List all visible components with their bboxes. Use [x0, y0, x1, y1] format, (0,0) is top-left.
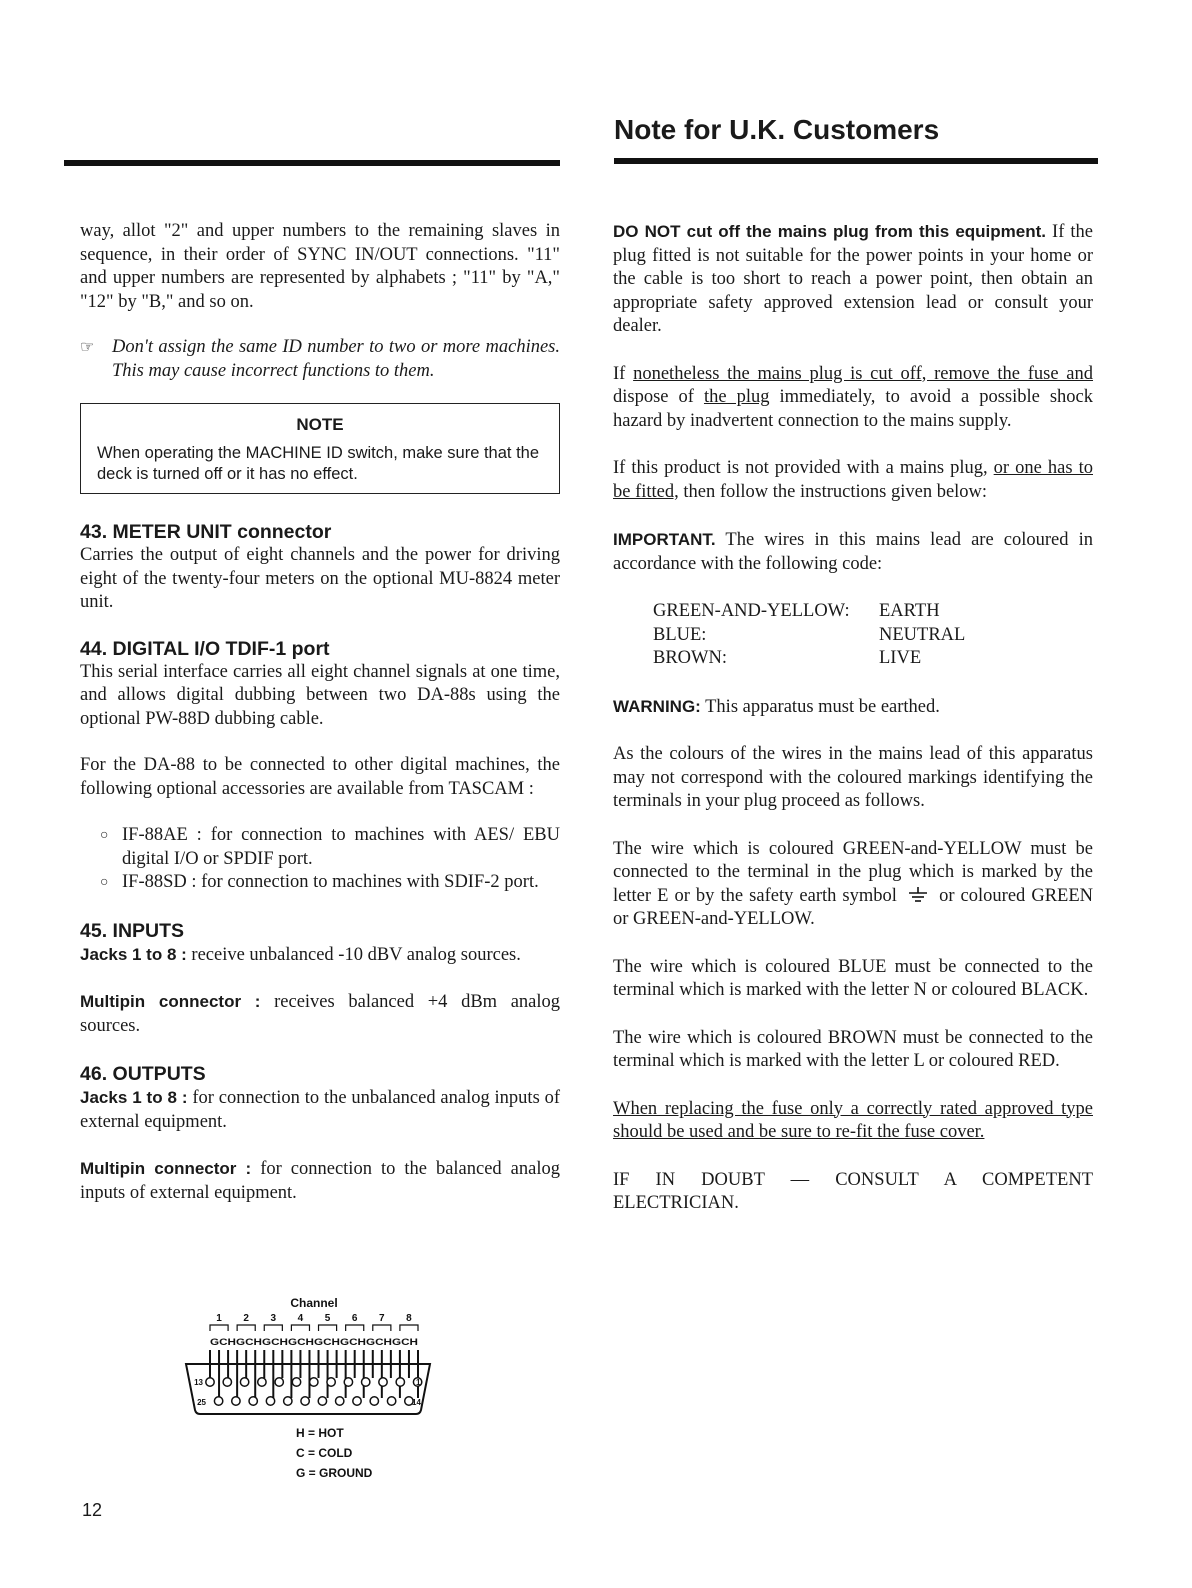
- warning-text: This apparatus must be earthed.: [705, 696, 940, 717]
- jacks-label: Jacks 1 to 8 :: [80, 944, 187, 964]
- pin-25-label: 25: [197, 1398, 206, 1407]
- connector-pin: [353, 1397, 361, 1405]
- channel-number: 5: [324, 1313, 331, 1324]
- tip-text: Don't assign the same ID number to two or more machines. This may cause incorrect functions to them.: [112, 337, 560, 381]
- paragraph-not-provided: [613, 457, 1093, 504]
- channel-bracket: [319, 1325, 337, 1331]
- channel-number: 2: [243, 1313, 249, 1324]
- channel-number: 3: [270, 1313, 277, 1324]
- channel-bracket: [264, 1325, 282, 1331]
- left-column: [80, 220, 560, 1205]
- connector-pin: [396, 1378, 404, 1386]
- note-box: [80, 403, 560, 494]
- connector-pin: [258, 1378, 266, 1386]
- bullet-circle-icon: ○: [100, 828, 109, 843]
- section-46-multipin: [80, 1157, 560, 1205]
- important-text: The wires in this mains lead are coloured in accordance with the following code:: [613, 530, 1094, 574]
- paragraph-plug: [613, 220, 1093, 339]
- text-span: dispose of: [613, 387, 694, 407]
- page-title: Note for U.K. Customers: [614, 114, 940, 145]
- connector-pin: [206, 1378, 214, 1386]
- connector-pin: [249, 1397, 257, 1405]
- meaning-cell: EARTH: [879, 601, 940, 621]
- channel-bracket: [210, 1325, 228, 1331]
- text-span: If this product is not provided with a mains plug,: [613, 458, 988, 478]
- multipin-connector-diagram: [180, 1290, 440, 1490]
- underlined-text: the plug: [703, 387, 770, 407]
- multipin-label: Multipin connector :: [80, 1159, 252, 1178]
- paragraph-warning: [613, 695, 1093, 720]
- text-span: The wire which is coloured GREEN-and-YELLOW must be connected to the terminal in the plug which is marked by the letter E or by the safety earth symbol: [613, 838, 1093, 906]
- do-not-cut-label: DO NOT cut off the mains plug from this equipment.: [613, 222, 1046, 241]
- connector-pin: [266, 1397, 274, 1405]
- connector-pin: [318, 1397, 326, 1405]
- connector-pin: [336, 1397, 344, 1405]
- channel-number: 7: [379, 1313, 385, 1324]
- legend-hot: H = HOT: [296, 1426, 344, 1440]
- note-title: NOTE: [296, 415, 344, 434]
- connector-shell: [186, 1364, 430, 1414]
- right-column: [613, 220, 1093, 1216]
- colour-code-table: [653, 600, 1093, 671]
- meaning-cell: LIVE: [879, 648, 922, 668]
- section-43-text: Carries the output of eight channels and the power for driving eight of the twenty-four meters on the optional MU-8824 meter unit.: [80, 545, 560, 612]
- section-43-heading: 43. METER UNIT connector: [80, 521, 332, 543]
- multipin-label: Multipin connector :: [80, 992, 261, 1011]
- section-45-multipin: [80, 990, 560, 1038]
- section-44-text2: For the DA-88 to be connected to other digital machines, the following optional accessories are available from TASCAM :: [80, 755, 560, 799]
- channel-number: 6: [351, 1313, 358, 1324]
- colour-cell: BLUE:: [653, 624, 707, 645]
- section-44-heading: 44. DIGITAL I/O TDIF-1 port: [80, 637, 330, 660]
- legend-cold: C = COLD: [296, 1446, 353, 1460]
- text-span: If: [613, 363, 626, 384]
- section-44-text: This serial interface carries all eight channel signals at one time, and allows digital dubbing between two DA-88s using the optional PW-88D dubbing cable.: [80, 661, 560, 729]
- jacks-text: receive unbalanced -10 dBV analog sources.: [191, 944, 521, 965]
- channel-number: 8: [406, 1313, 412, 1324]
- pin-14-label: 14: [412, 1398, 421, 1407]
- earth-symbol-icon: [907, 887, 929, 903]
- left-rule: [64, 160, 560, 166]
- connector-pin: [232, 1397, 240, 1405]
- paragraph-fuse: When replacing the fuse only a correctly rated approved type should be used and be sure to re-fit the fuse cover.: [613, 1098, 1093, 1142]
- connector-pin: [379, 1378, 387, 1386]
- pin-letters: GCHGCHGCHGCHGCHGCHGCHGCH: [210, 1337, 418, 1347]
- channel-number: 4: [297, 1313, 304, 1324]
- colour-cell: BROWN:: [653, 648, 727, 668]
- paragraph-in-doubt: IF IN DOUBT — CONSULT A COMPETENT ELECTRICIAN.: [613, 1169, 1093, 1213]
- text-span: then follow the instructions given below:: [683, 481, 988, 502]
- underlined-text: or one has to be fitted,: [613, 458, 1093, 502]
- jacks-text: for connection to the unbalanced analog inputs of external equipment.: [80, 1088, 561, 1132]
- pointing-hand-icon: ☞: [80, 339, 95, 356]
- warning-label: WARNING:: [613, 696, 701, 716]
- note-text: When operating the MACHINE ID switch, make sure that the deck is turned off or it has no effect.: [97, 444, 540, 483]
- connector-pin: [362, 1378, 370, 1386]
- paragraph-blue: The wire which is coloured BLUE must be connected to the terminal which is marked with the letter N or coloured BLACK.: [613, 956, 1093, 1000]
- underlined-text: nonetheless the mains plug is cut off, remove the fuse and: [633, 363, 1094, 384]
- connector-pin: [240, 1378, 248, 1386]
- right-rule: [614, 158, 1098, 164]
- section-45-heading: 45. INPUTS: [80, 919, 185, 942]
- text-span: immediately, to avoid a possible shock hazard by inadvertent connection to the mains supply.: [613, 387, 1094, 431]
- connector-pin: [284, 1397, 292, 1405]
- connector-pin: [292, 1378, 300, 1386]
- list-item-text: IF-88SD : for connection to machines with SDIF-2 port.: [122, 872, 539, 892]
- channel-bracket: [237, 1325, 255, 1331]
- paragraph-important: [613, 528, 1093, 576]
- paragraph-green-yellow: [613, 838, 1093, 932]
- list-item: [80, 871, 560, 895]
- paragraph-plug-text: If the plug fitted is not suitable for the power points in your home or the cable is too short to reach a power point, then obtain an appropriate safety approved extension lead or consult your dealer.: [613, 222, 1093, 336]
- pin-1-label: 1: [416, 1378, 421, 1387]
- important-label: IMPORTANT.: [613, 530, 716, 549]
- multipin-text: for connection to the balanced analog inputs of external equipment.: [80, 1159, 560, 1203]
- channel-bracket: [291, 1325, 309, 1331]
- meaning-cell: NEUTRAL: [879, 624, 966, 645]
- colour-cell: GREEN-AND-YELLOW:: [653, 601, 850, 621]
- tip: [80, 336, 560, 383]
- paragraph-colours: As the colours of the wires in the mains lead of this apparatus may not correspond with the coloured markings identifying the terminals in your plug proceed as follows.: [613, 744, 1093, 811]
- list-item-text: IF-88AE : for connection to machines with AES/ EBU digital I/O or SPDIF port.: [122, 825, 560, 869]
- pin-13-label: 13: [194, 1378, 203, 1387]
- paragraph-brown: The wire which is coloured BROWN must be connected to the terminal which is marked with the letter L or coloured RED.: [613, 1027, 1093, 1071]
- connector-pin: [387, 1397, 395, 1405]
- list-item: [80, 824, 560, 871]
- connector-pin: [370, 1397, 378, 1405]
- connector-pin: [310, 1378, 318, 1386]
- legend-ground: G = GROUND: [296, 1466, 373, 1480]
- connector-pin: [223, 1378, 231, 1386]
- channel-number: 1: [216, 1313, 222, 1324]
- jacks-label: Jacks 1 to 8 :: [80, 1088, 188, 1107]
- section-46-jacks: [80, 1086, 560, 1134]
- connector-pin: [275, 1378, 283, 1386]
- connector-pin: [327, 1378, 335, 1386]
- connector-pins: [206, 1378, 422, 1405]
- section-46-heading: 46. OUTPUTS: [80, 1063, 206, 1085]
- bullet-circle-icon: ○: [100, 875, 109, 890]
- diagram-title: Channel: [290, 1296, 338, 1310]
- page-number: 12: [82, 1500, 103, 1520]
- connector-pin: [214, 1397, 222, 1405]
- section-45-jacks: [80, 943, 560, 968]
- connector-pin: [301, 1397, 309, 1405]
- text-span: or coloured GREEN or GREEN-and-YELLOW.: [613, 885, 1094, 929]
- pin-lines: [210, 1350, 418, 1398]
- channel-brackets: [210, 1313, 418, 1331]
- connector-pin: [344, 1378, 352, 1386]
- channel-bracket: [400, 1325, 418, 1331]
- paragraph-nonetheless: [613, 363, 1093, 434]
- channel-bracket: [373, 1325, 391, 1331]
- intro-paragraph: way, allot "2" and upper numbers to the remaining slaves in sequence, in their order of SYNC IN/OUT connections. "11" and upper numbers are represented by alphabets ; "11" by "A," "12" by "B," and so on.: [80, 221, 560, 312]
- channel-bracket: [346, 1325, 364, 1331]
- multipin-text: receives balanced +4 dBm analog sources.: [80, 992, 561, 1036]
